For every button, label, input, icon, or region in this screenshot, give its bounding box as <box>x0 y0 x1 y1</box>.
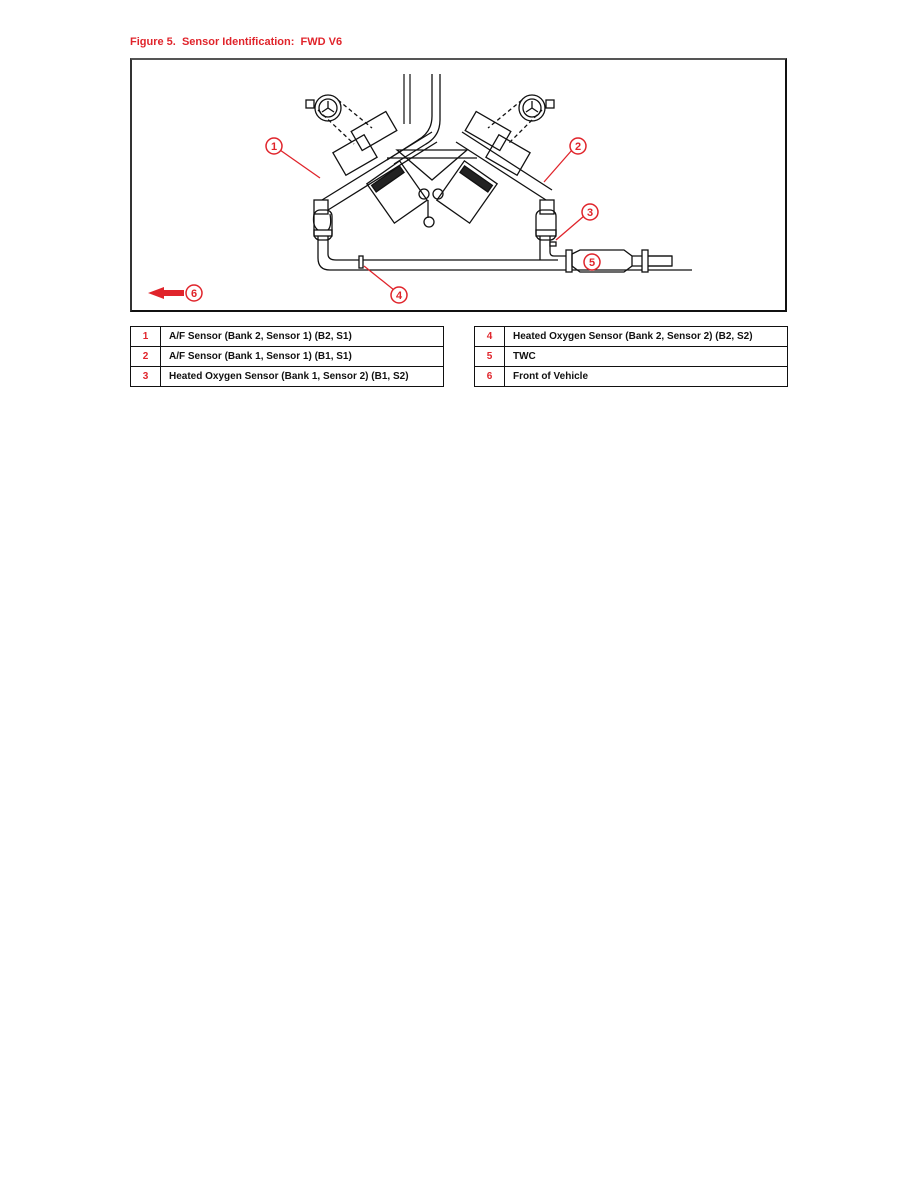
legend-row <box>475 367 788 387</box>
legend-number: 1 <box>131 327 161 347</box>
legend-table-right <box>474 326 788 387</box>
callout-5 <box>584 254 600 270</box>
svg-text:6: 6 <box>190 288 198 300</box>
sensor-diagram <box>130 58 787 312</box>
legend-description: TWC <box>505 347 788 367</box>
legend-number: 5 <box>475 347 505 367</box>
callout-1 <box>266 138 282 154</box>
legend-number: 4 <box>475 327 505 347</box>
legend-number: 3 <box>131 367 161 387</box>
engine-exhaust-schematic <box>132 60 785 310</box>
legend-number: 2 <box>131 347 161 367</box>
legend-row <box>131 367 444 387</box>
svg-text:5: 5 <box>588 257 596 269</box>
legend-description: Heated Oxygen Sensor (Bank 2, Sensor 2) (B2, S2) <box>505 327 788 347</box>
callout-4 <box>391 287 407 303</box>
legend-row <box>131 347 444 367</box>
legend-description: Heated Oxygen Sensor (Bank 1, Sensor 2) (B1, S2) <box>161 367 444 387</box>
svg-text:2: 2 <box>574 141 582 153</box>
svg-text:1: 1 <box>270 141 278 153</box>
legend-description: A/F Sensor (Bank 1, Sensor 1) (B1, S1) <box>161 347 444 367</box>
figure-title: Figure 5. Sensor Identification: FWD V6 <box>130 36 343 48</box>
legend-description: Front of Vehicle <box>505 367 788 387</box>
legend-row <box>475 327 788 347</box>
arrow-left-icon <box>148 287 184 299</box>
svg-text:3: 3 <box>586 207 594 219</box>
legend-row <box>475 347 788 367</box>
legend-row <box>131 327 444 347</box>
svg-text:4: 4 <box>395 290 403 302</box>
callout-6 <box>186 285 202 301</box>
callout-2 <box>570 138 586 154</box>
legend-description: A/F Sensor (Bank 2, Sensor 1) (B2, S1) <box>161 327 444 347</box>
legend-number: 6 <box>475 367 505 387</box>
legend-table-left <box>130 326 444 387</box>
callout-3 <box>582 204 598 220</box>
